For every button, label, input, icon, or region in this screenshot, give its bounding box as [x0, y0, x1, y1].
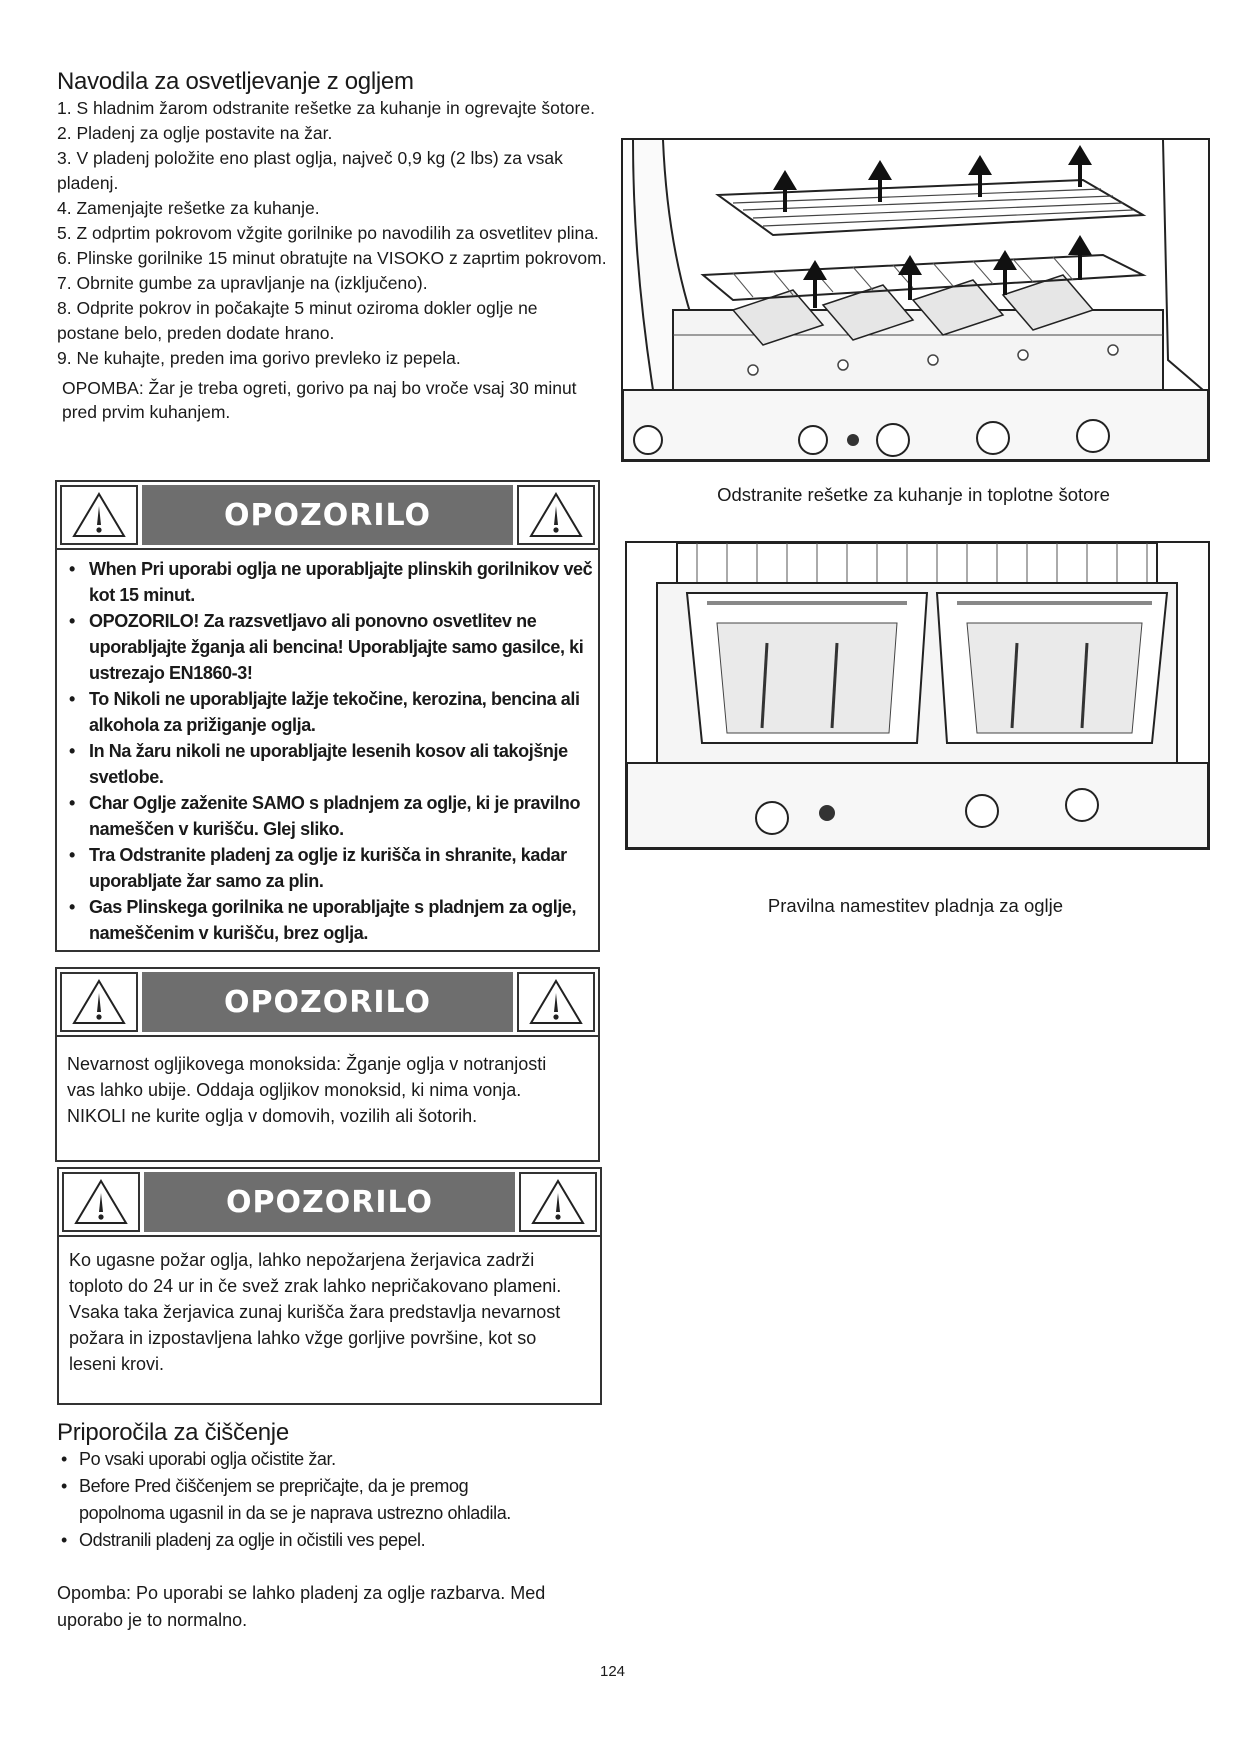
warning-triangle-icon: [62, 1172, 140, 1232]
warning-label: OPOZORILO: [144, 1172, 515, 1232]
step-line: 9. Ne kuhajte, preden ima gorivo prevleko iz pepela.: [57, 348, 461, 368]
step-line: 3. V pladenj položite eno plast oglja, največ 0,9 kg (2 lbs) za vsak: [57, 148, 563, 168]
warning-item: • Tra Odstranite pladenj za oglje iz kurišča in shranite, kadar uporabljate žar samo za plin.: [57, 842, 598, 894]
warning-item: • In Na žaru nikoli ne uporabljajte lesenih kosov ali takojšnje svetlobe.: [57, 738, 598, 790]
note-line: Opomba: Po uporabi se lahko pladenj za oglje razbarva. Med: [57, 1583, 546, 1603]
warning-box-carbon-monoxide: [55, 967, 600, 1162]
step-line: 7. Obrnite gumbe za upravljanje na (izklјučeno).: [57, 273, 428, 293]
warning-line: Vsaka taka žerjavica zunaj kurišča žara predstavlja nevarnost: [69, 1302, 561, 1322]
cleaning-item: • Before Pred čiščenjem se prepričajte, da je premog popolnoma ugasnil in da se je naprava ustrezno ohladila.: [57, 1473, 617, 1527]
step-line: 4. Zamenjajte rešetke za kuhanje.: [57, 198, 320, 218]
lighting-steps: [57, 96, 607, 371]
warning-box-fuel: [55, 480, 600, 952]
warning-line: vas lahko ubije. Oddaja ogljikov monoksid, ki nima vonja.: [67, 1080, 522, 1100]
warning-line: požara in izpostavljena lahko vžge gorljive površine, kot so: [69, 1328, 537, 1348]
warning-triangle-icon: [517, 485, 595, 545]
warning-triangle-icon: [519, 1172, 597, 1232]
warning-label: OPOZORILO: [142, 485, 513, 545]
warning-text: [57, 1037, 598, 1135]
warning-triangle-icon: [517, 972, 595, 1032]
warning-item: • OPOZORILO! Za razsvetljavo ali ponovno osvetlitev ne uporabljajte žganja ali bencina! Uporabljajte samo gasilce, ki ustrezajo EN1860-3!: [57, 608, 598, 686]
warning-item: • Gas Plinskega gorilnika ne uporabljajte s pladnjem za oglje, nameščenim v kurišču, brez oglja.: [57, 894, 598, 946]
cleaning-item: • Odstranili pladenj za oglje in očistili ves pepel.: [57, 1527, 617, 1554]
cleaning-note: [57, 1580, 545, 1634]
figure-remove-grates: [621, 138, 1210, 462]
warning-bullet-list: [57, 550, 598, 946]
warning-text: [59, 1237, 600, 1383]
warning-header: [57, 969, 598, 1037]
warning-header: [59, 1169, 600, 1237]
cleaning-item: • Po vsaki uporabi oglja očistite žar.: [57, 1446, 617, 1473]
figure-charcoal-tray: [625, 541, 1210, 850]
step-line: 5. Z odprtim pokrovom vžgite gorilnike po navodilih za osvetlitev plina.: [57, 223, 599, 243]
step-line: postane belo, preden dodate hrano.: [57, 323, 335, 343]
warning-line: Nevarnost ogljikovega monoksida: Žganje oglja v notranjosti: [67, 1054, 547, 1074]
note-line: pred prvim kuhanjem.: [62, 402, 231, 422]
page-number: 124: [600, 1663, 626, 1680]
warning-line: toploto do 24 ur in če svež zrak lahko nepričakovano plameni.: [69, 1276, 562, 1296]
warning-triangle-icon: [60, 972, 138, 1032]
lighting-title: Navodila za osvetljevanje z ogljem: [57, 68, 414, 95]
step-line: 8. Odprite pokrov in počakajte 5 minut oziroma dokler oglje ne: [57, 298, 538, 318]
warning-item: • Char Oglje zaženite SAMO s pladnjem za oglje, ki je pravilno nameščen v kurišču. Glej sliko.: [57, 790, 598, 842]
warning-item: • When Pri uporabi oglja ne uporabljajte plinskih gorilnikov več kot 15 minut.: [57, 556, 598, 608]
lighting-note: [62, 376, 577, 424]
warning-line: Ko ugasne požar oglja, lahko nepožarjena žerjavica zadrži: [69, 1250, 535, 1270]
note-line: uporabo je to normalno.: [57, 1610, 248, 1630]
warning-header: [57, 482, 598, 550]
warning-triangle-icon: [60, 485, 138, 545]
step-line: 6. Plinske gorilnike 15 minut obratujte na VISOKO z zaprtim pokrovom.: [57, 248, 607, 268]
note-line: OPOMBA: Žar je treba ogreti, gorivo pa naj bo vroče vsaj 30 minut: [62, 378, 577, 398]
step-line: 1. S hladnim žarom odstranite rešetke za kuhanje in ogrevajte šotore.: [57, 98, 595, 118]
warning-line: NIKOLI ne kurite oglja v domovih, vozilih ali šotorih.: [67, 1106, 478, 1126]
figure-caption: Odstranite rešetke za kuhanje in toplotne šotore: [717, 484, 1110, 505]
warning-line: leseni krovi.: [69, 1354, 165, 1374]
warning-label: OPOZORILO: [142, 972, 513, 1032]
figure-caption: Pravilna namestitev pladnja za oglje: [767, 895, 1064, 916]
charcoal-tray-illustration-icon: [627, 543, 1208, 848]
warning-box-embers: [57, 1167, 602, 1405]
cleaning-list: [57, 1446, 617, 1554]
warning-item: • To Nikoli ne uporabljajte lažje tekočine, kerozina, bencina ali alkohola za prižiganje oglja.: [57, 686, 598, 738]
cleaning-title: Priporočila za čiščenje: [57, 1419, 289, 1446]
grill-illustration-icon: [623, 140, 1208, 460]
step-line: pladenj.: [57, 173, 119, 193]
step-line: 2. Pladenj za oglje postavite na žar.: [57, 123, 333, 143]
